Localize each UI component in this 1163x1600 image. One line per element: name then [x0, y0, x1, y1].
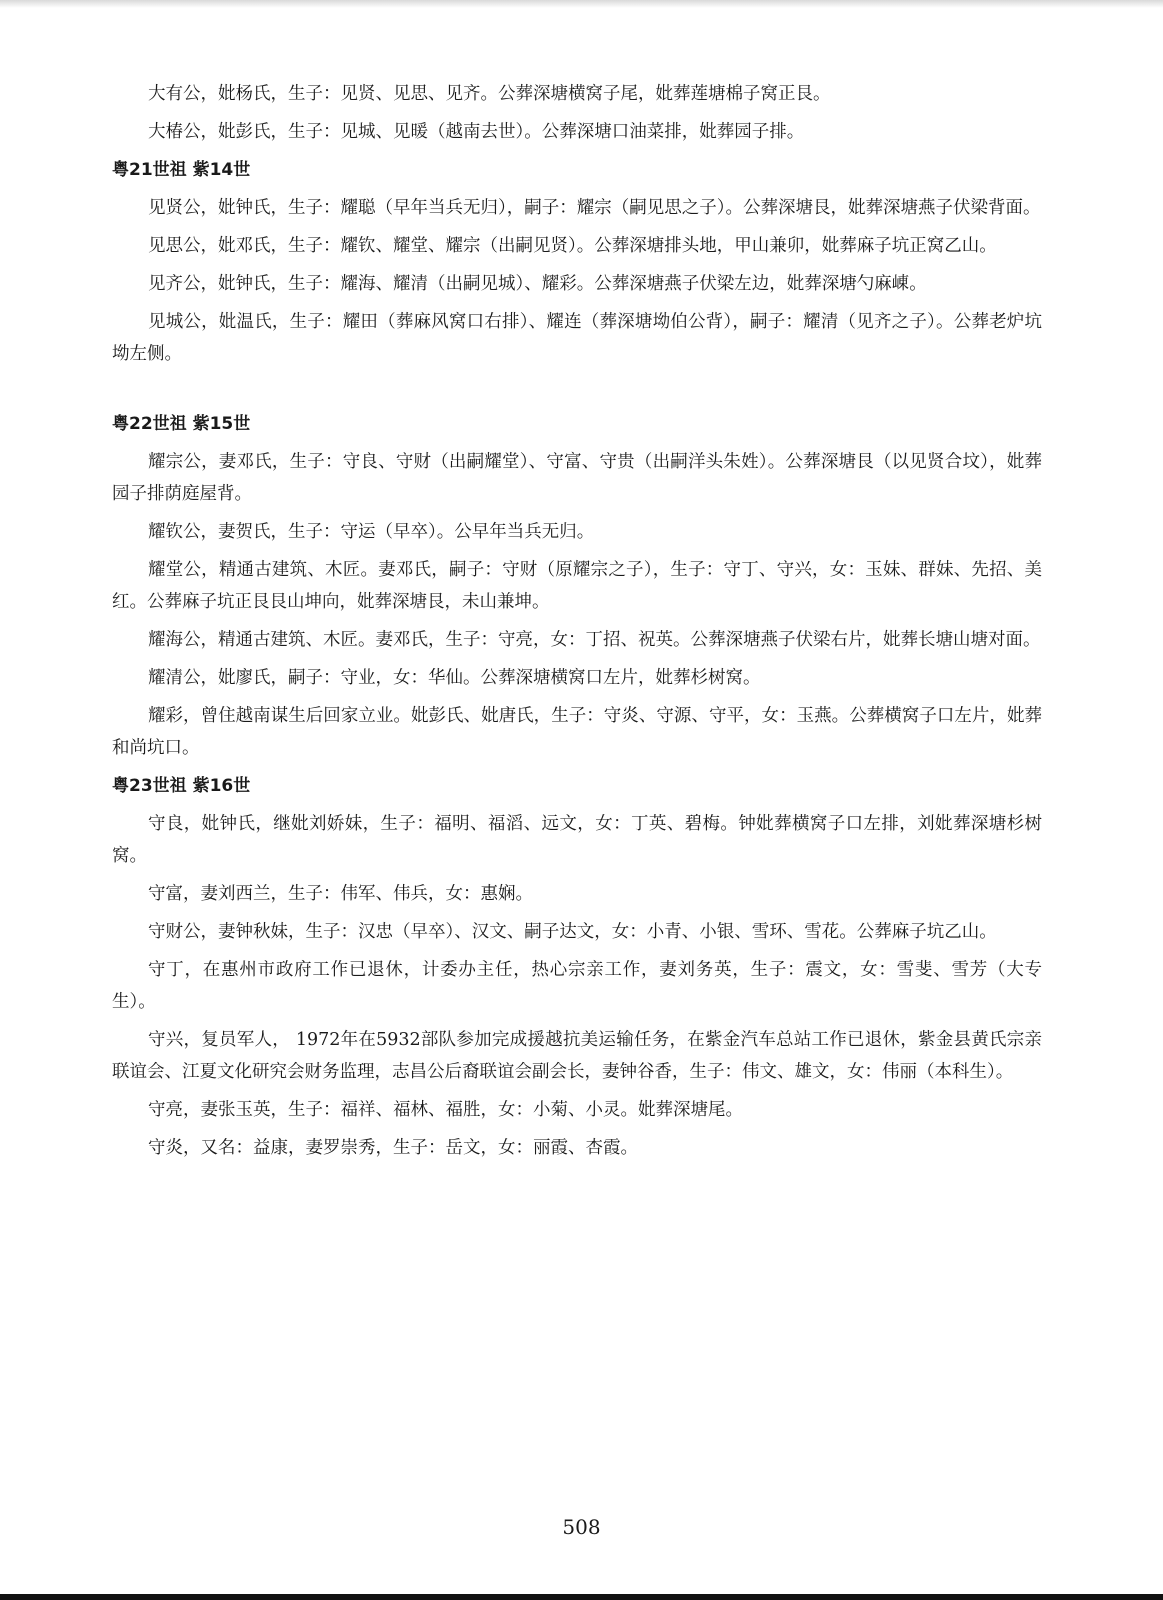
generation-heading: 粤21世祖 紫14世: [112, 160, 251, 180]
paragraph: 耀清公，妣廖氏，嗣子：守业，女：华仙。公葬深塘横窝口左片，妣葬杉树窝。: [148, 668, 761, 688]
scan-top-edge: [0, 0, 1163, 8]
paragraph: 守良，妣钟氏，继妣刘娇妹，生子：福明、福滔、远文，女：丁英、碧梅。钟妣葬横窝子口左排，刘妣葬深塘杉树窝。: [112, 814, 1042, 866]
paragraph: 守丁，在惠州市政府工作已退休，计委办主任，热心宗亲工作，妻刘务英，生子：震文，女：雪斐、雪芳（大专生）。: [112, 960, 1042, 1012]
paragraph: 守富，妻刘西兰，生子：伟军、伟兵，女：惠娴。: [148, 884, 533, 904]
paragraph: 耀钦公，妻贺氏，生子：守运（早卒）。公早年当兵无归。: [148, 522, 595, 542]
page-number: 508: [562, 1515, 601, 1539]
paragraph: 耀彩，曾住越南谋生后回家立业。妣彭氏、妣唐氏，生子：守炎、守源、守平，女：玉燕。公葬横窝子口左片，妣葬和尚坑口。: [112, 706, 1042, 758]
generation-heading: 粤23世祖 紫16世: [112, 776, 251, 796]
paragraph: 见思公，妣邓氏，生子：耀钦、耀堂、耀宗（出嗣见贤）。公葬深塘排头地，甲山兼卯，妣葬麻子坑正窝乙山。: [148, 236, 997, 256]
genealogy-page-body: [112, 78, 1042, 1170]
paragraph: 大有公，妣杨氏，生子：见贤、见思、见齐。公葬深塘横窝子尾，妣葬莲塘棉子窝正艮。: [148, 84, 831, 104]
scan-bottom-edge: [0, 1594, 1163, 1600]
generation-heading: 粤22世祖 紫15世: [112, 414, 251, 434]
paragraph: 守炎，又名：益康，妻罗崇秀，生子：岳文，女：丽霞、杏霞。: [148, 1138, 638, 1158]
paragraph: 耀堂公，精通古建筑、木匠。妻邓氏，嗣子：守财（原耀宗之子），生子：守丁、守兴，女：玉妹、群妹、先招、美红。公葬麻子坑正艮艮山坤向，妣葬深塘艮，未山兼坤。: [112, 560, 1042, 612]
paragraph: 见贤公，妣钟氏，生子：耀聪（早年当兵无归），嗣子：耀宗（嗣见思之子）。公葬深塘艮，妣葬深塘燕子伏梁背面。: [148, 198, 1041, 218]
paragraph: 守财公，妻钟秋妹，生子：汉忠（早卒）、汉文、嗣子达文，女：小青、小银、雪环、雪花。公葬麻子坑乙山。: [148, 922, 997, 942]
section-generation-23: [112, 770, 1042, 1164]
paragraph: 大椿公，妣彭氏，生子：见城、见暖（越南去世）。公葬深塘口油菜排，妣葬园子排。: [148, 122, 805, 142]
paragraph: 守兴，复员军人， 1972年在5932部队参加完成援越抗美运输任务，在紫金汽车总站工作已退休，紫金县黄氏宗亲联谊会、江夏文化研究会财务监理，志昌公后裔联谊会副会长，妻钟谷香，生子：伟文、雄文，女：伟丽（本科生）。: [112, 1030, 1042, 1082]
section-generation-21: [112, 154, 1042, 370]
paragraph: 耀海公，精通古建筑、木匠。妻邓氏，生子：守亮，女：丁招、祝英。公葬深塘燕子伏梁右片，妣葬长塘山塘对面。: [148, 630, 1041, 650]
section-generation-22: [112, 408, 1042, 764]
paragraph: 见城公，妣温氏，生子：耀田（葬麻风窝口右排）、耀连（葬深塘坳伯公背），嗣子：耀清（见齐之子）。公葬老炉坑坳左侧。: [112, 312, 1042, 364]
section-intro: [112, 78, 1042, 148]
paragraph: 耀宗公，妻邓氏，生子：守良、守财（出嗣耀堂）、守富、守贵（出嗣洋头朱姓）。公葬深塘艮（以见贤合坟），妣葬园子排荫庭屋背。: [112, 452, 1042, 504]
paragraph: 见齐公，妣钟氏，生子：耀海、耀清（出嗣见城）、耀彩。公葬深塘燕子伏梁左边，妣葬深塘勺麻崠。: [148, 274, 927, 294]
paragraph: 守亮，妻张玉英，生子：福祥、福林、福胜，女：小菊、小灵。妣葬深塘尾。: [148, 1100, 743, 1120]
